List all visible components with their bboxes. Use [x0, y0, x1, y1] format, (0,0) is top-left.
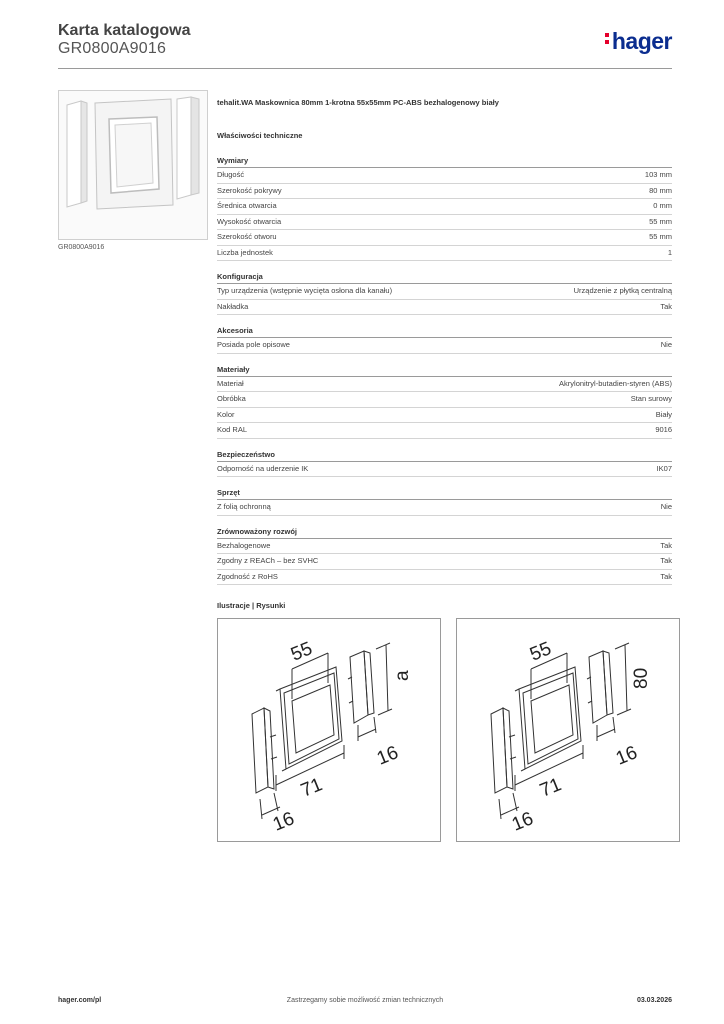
section-title: Akcesoria [217, 325, 672, 338]
spec-row [217, 338, 672, 354]
section-configuration [217, 271, 672, 315]
section-title: Bezpieczeństwo [217, 449, 672, 462]
dim-label: 55 [288, 638, 316, 666]
spec-row [217, 392, 672, 408]
spec-label: Zgodny z REACh – bez SVHC [217, 556, 319, 565]
page-header [58, 20, 672, 69]
dim-label: a [392, 670, 413, 681]
section-dimensions [217, 155, 672, 261]
spec-value: 55 mm [649, 216, 672, 226]
spec-label: Szerokość pokrywy [217, 185, 282, 195]
dim-label: 16 [374, 742, 402, 770]
spec-value: 1 [667, 247, 672, 257]
spec-label: Szerokość otworu [217, 232, 277, 241]
logo-dots-icon [605, 30, 610, 47]
product-code: GR0800A9016 [58, 40, 167, 57]
technical-drawing-2 [456, 618, 680, 842]
spec-row [217, 168, 672, 184]
dim-label: 80 [631, 667, 652, 689]
dim-label: 16 [613, 742, 641, 770]
website-link[interactable]: hager.com/pl [58, 997, 102, 1004]
spec-label: Obróbka [217, 394, 246, 403]
spec-row [217, 377, 672, 393]
spec-row [217, 284, 672, 300]
spec-row [217, 215, 672, 231]
section-title: Sprzęt [217, 487, 672, 500]
spec-value: Stan surowy [630, 394, 672, 403]
hager-logo [605, 28, 672, 55]
drawing-1-svg [218, 619, 440, 841]
spec-row [217, 423, 672, 439]
drawing-2-svg [457, 619, 679, 841]
logo-text: hager [611, 28, 672, 54]
spec-row [217, 539, 672, 555]
technical-drawing-1 [217, 618, 441, 842]
spec-label: Długość [217, 170, 245, 179]
section-safety [217, 449, 672, 478]
spec-label: Średnica otwarcia [217, 201, 277, 210]
spec-label: Bezhalogenowe [217, 540, 271, 550]
spec-row [217, 184, 672, 200]
section-accessories [217, 325, 672, 354]
spec-value: IK07 [656, 463, 672, 473]
spec-label: Wysokość otwarcia [217, 216, 282, 226]
section-sustainability [217, 526, 672, 586]
spec-row [217, 408, 672, 424]
spec-value: Tak [660, 571, 672, 581]
spec-label: Posiada pole opisowe [217, 340, 290, 349]
spec-label: Typ urządzenia (wstępnie wycięta osłona dla kanału) [217, 286, 393, 295]
document-title: Karta katalogowa [58, 22, 191, 39]
spec-row [217, 230, 672, 246]
spec-value: Urządzenie z płytką centralną [573, 286, 672, 295]
spec-value: 9016 [655, 425, 672, 434]
dim-label: 55 [527, 638, 555, 666]
spec-value: 103 mm [644, 170, 672, 179]
spec-value: Tak [660, 301, 672, 311]
technical-properties-heading: Właściwości techniczne [217, 131, 303, 140]
spec-value: Akrylonitryl-butadien-styren (ABS) [559, 378, 672, 388]
product-title: tehalit.WA Maskownica 80mm 1-krotna 55x55mm PC-ABS bezhalogenowy biały [217, 98, 499, 107]
spec-row [217, 300, 672, 316]
dim-label: 16 [270, 808, 298, 836]
spec-row [217, 246, 672, 262]
spec-label: Liczba jednostek [217, 247, 273, 257]
dim-label: 16 [509, 808, 537, 836]
spec-label: Odporność na uderzenie IK [217, 463, 309, 473]
cover-frame-icon [59, 91, 207, 239]
spec-row [217, 570, 672, 586]
spec-row [217, 500, 672, 516]
product-image [58, 90, 208, 240]
spec-label: Materiał [217, 378, 244, 388]
section-title: Zrównoważony rozwój [217, 526, 672, 539]
document-date: 03.03.2026 [636, 997, 672, 1004]
spec-row [217, 462, 672, 478]
spec-value: Biały [655, 409, 672, 419]
section-hardware [217, 487, 672, 516]
spec-label: Kolor [217, 409, 235, 419]
spec-value: Nie [660, 502, 672, 511]
section-materials [217, 364, 672, 439]
dim-label: 71 [298, 774, 326, 802]
section-title: Wymiary [217, 155, 672, 168]
spec-value: 80 mm [649, 185, 672, 195]
disclaimer: Zastrzegamy sobie możliwość zmian technicznych [286, 997, 444, 1004]
specifications [217, 155, 672, 595]
spec-label: Kod RAL [217, 425, 248, 434]
spec-value: 0 mm [653, 201, 672, 210]
spec-value: Tak [660, 556, 672, 565]
illustrations-heading: Ilustracje | Rysunki [217, 601, 286, 610]
spec-label: Zgodność z RoHS [217, 571, 278, 581]
spec-row [217, 199, 672, 215]
spec-value: 55 mm [649, 232, 672, 241]
section-title: Materiały [217, 364, 672, 377]
spec-row [217, 554, 672, 570]
image-caption: GR0800A9016 [58, 244, 105, 251]
spec-label: Z folią ochronną [217, 502, 271, 511]
spec-value: Nie [660, 340, 672, 349]
dim-label: 71 [537, 774, 565, 802]
section-title: Konfiguracja [217, 271, 672, 284]
spec-value: Tak [660, 540, 672, 550]
spec-label: Nakładka [217, 301, 249, 311]
